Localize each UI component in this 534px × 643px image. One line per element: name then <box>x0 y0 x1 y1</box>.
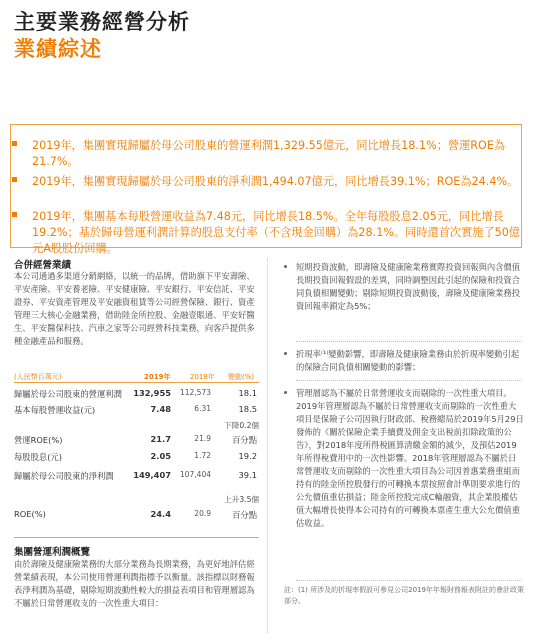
divider <box>296 580 522 581</box>
highlight-item: 2019年，集團實現歸屬於母公司股東的淨利潤1,494.07億元，同比增長39.1%；ROE為24.4%。 <box>12 174 526 190</box>
bullet-square-icon <box>12 141 17 146</box>
table-note: 下降0.2個 <box>224 421 259 430</box>
page-title: 主要業務經營分析 <box>14 10 190 34</box>
divider <box>296 341 522 342</box>
highlight-item: 2019年，集團實現歸屬於母公司股東的營運利潤1,329.55億元，同比增長18.1%；營運ROE為21.7%。 <box>12 138 526 170</box>
list-item: 短期投資波動，即壽險及健康險業務實際投資回報與內含價值長期投資回報假設的差異，同時調整因此引起的保險和投資合同負債相關變動；剔除短期投資波動後，壽險及健康險業務投資回報率鎖定為5%； <box>284 261 524 313</box>
section-title: 合併經營業績 <box>14 260 72 271</box>
table-row: 歸屬於母公司股東的淨利潤 149,407 107,404 39.1 <box>14 470 257 481</box>
table-rule <box>14 382 259 383</box>
section-body: 由於壽險及健康險業務的大部分業務為長期業務，為更好地評估經營業績表現，本公司使用營運利潤指標予以衡量。該指標以財務報表淨利潤為基礎，剔除短期波動性較大的損益表項目和管理層認為不屬於日常營運收支的一次性重大項目： <box>14 559 255 608</box>
table-rule <box>14 537 259 538</box>
table-row: 每股股息(元) 2.05 1.72 19.2 <box>14 451 257 462</box>
list-item: 折現率⁽¹⁾變動影響，即壽險及健康險業務由於折現率變動引起的保險合同負債相關變動的影響； <box>284 348 524 374</box>
section-body: 本公司通過多渠道分銷網絡，以統一的品牌，借助旗下平安壽險、平安產險、平安養老險、平安健康險、平安銀行、平安信託、平安證券、平安資產管理及平安融資租賃等公司經營保險、銀行、資產管理三大核心金融業務，借助陸金所控股、金融壹賬通、平安好醫生、平安醫保科技、汽車之家等公司經營科技業務，向客戶提供多種金融產品和服務。 <box>14 271 255 346</box>
table-header-2018: 2018年 <box>190 373 215 381</box>
bullet-dot-icon <box>284 265 287 268</box>
table-note: 上升3.5個 <box>224 495 259 504</box>
bullet-square-icon <box>12 177 17 182</box>
bullet-square-icon <box>12 212 17 217</box>
table-header-2019: 2019年 <box>144 373 171 381</box>
table-row: 歸屬於母公司股東的營運利潤 132,955 112,573 18.1 <box>14 388 257 399</box>
bullet-dot-icon <box>284 391 287 394</box>
bullet-dot-icon <box>284 352 287 355</box>
highlight-item: 2019年，集團基本每股營運收益為7.48元，同比增長18.5%。全年每股股息2.05元，同比增長19.2%；基於歸母營運利潤計算的股息支付率（不含現金回購）為28.1%。同時還首次實施了50億元A股股份回購。 <box>12 209 526 257</box>
column-divider <box>267 258 268 633</box>
divider <box>296 380 522 381</box>
footnote: 註：(1) 所涉及的折現率假設可參見公司2019年年報財務報表附註的會計政策部分。 <box>284 586 524 605</box>
page-subtitle: 業績綜述 <box>14 37 102 61</box>
table-row: 營運ROE(%) 21.7 21.9 百分點 <box>14 434 257 445</box>
table-row: ROE(%) 24.4 20.9 百分點 <box>14 509 257 520</box>
table-header-unit: (人民幣百萬元) <box>14 373 62 381</box>
list-item: 管理層認為不屬於日常營運收支而剔除的一次性重大項目。2019年管理層認為不屬於日常營運收支而剔除的一次性重大項目是保險子公司因執行財政部、稅務總局於2019年5月29日發佈的《關於保險企業手續費及佣金支出稅前扣除政策的公告》，對2018年度所得稅匯算清繳金額的減少，及預估2019年所得稅費用中的一次性影響。2018年管理層認為不屬於日常營運收支而剔除的一次性重大項目為公司因普惠業務重組而持有的陸金所控股發行的可轉換本票按照會計準則要求進行的公允價值重估損益；陸金所控股完成C輪融資，其企業股權估值大幅增長使得本公司持有的可轉換本票產生重大公允價值重估收益。 <box>284 387 524 530</box>
section-title: 集團營運利潤概覽 <box>14 547 91 558</box>
table-header-change: 變動(%) <box>228 373 255 381</box>
table-row: 基本每股營運收益(元) 7.48 6.31 18.5 <box>14 404 257 415</box>
